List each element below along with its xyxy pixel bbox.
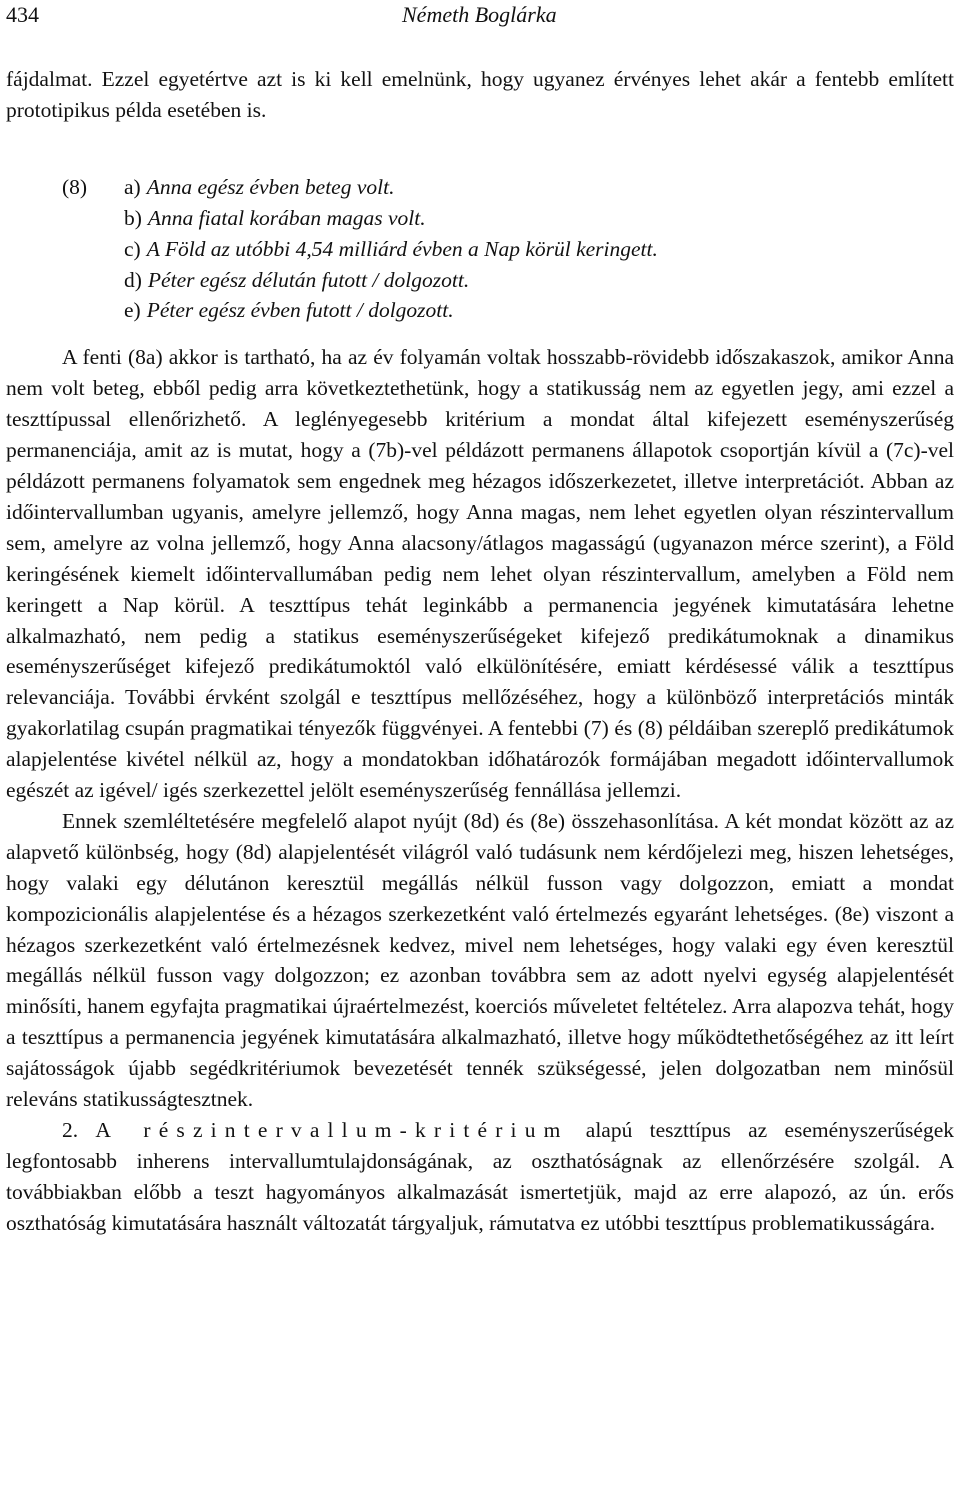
intro-paragraph: fájdalmat. Ezzel egyetértve azt is ki kell emelnünk, hogy ugyanez érvényes lehet akár a fentebb említett prototipikus példa esetében is. [6,67,954,122]
section-number: 2. [62,1118,79,1142]
spaced-term: A részintervallum-kritérium [95,1118,569,1142]
example-line [6,265,954,296]
example-label: d) [124,267,142,292]
section-paragraph-text: alapú teszttípus az eseményszerűségek legfontosabb inherens intervallumtulajdonságának, az oszthatóságnak az ellenőrzésére szolgál. A továbbiakban előbb a teszt hagyományos alkalmazását ismertetjük, majd az erre alapozó, az ún. erős oszthatóság kimutatására használt változatát tárgyaljuk, rámutatva ez utóbbi teszttípus problematikusságára. [6,1118,955,1235]
example-text: Péter egész délután futott / dolgozott. [147,267,470,292]
example-block [6,172,954,327]
example-text: Anna egész évben beteg volt. [146,174,395,199]
running-author: Németh Boglárka [402,2,557,27]
example-label: a) [124,174,141,199]
example-label: b) [124,205,142,230]
body-text [6,64,954,1239]
running-header [6,0,954,34]
body-paragraph: Ennek szemléltetésére megfelelő alapot nyújt (8d) és (8e) összehasonlítása. A két mondat között az az alapvető különbség, hogy (8d) alapjelentését világról való tudásunk nem kérdőjelezi meg, hiszen lehetséges, hogy valaki egy délutánon keresztül megállás nélkül fusson vagy dolgozzon, emiatt a mondat kompozicionális alapjelentése és a hézagos szerkezetként való értelmezés egyaránt lehetséges. (8e) viszont a hézagos szerkezetként való értelmezésnek kedvez, mivel nem lehetséges, hogy valaki egy éven keresztül megállás nélkül fusson vagy dolgozzon; ez azonban továbbra sem az adott nyelvi egység alapjelentését minősíti, hanem egyfajta pragmatikai újraértelmezést, koerciós műveletet feltételez. Arra alapozva tehát, hogy a teszttípus a permanencia jegyének kimutatására alkalmazható, illetve hogy működtethetőségéhez az itt leírt sajátosságok újabb segédkritériumok bevezetését tennék szükségessé, jelen dolgozatban nem minősül releváns statikusságtesztnek. [6,808,954,1112]
example-label: c) [124,236,141,261]
example-number: (8) [62,174,88,199]
example-text: A Föld az utóbbi 4,54 milliárd évben a Nap körül keringett. [146,236,658,261]
page-number: 434 [6,2,39,27]
example-line [6,295,954,326]
example-label: e) [124,298,141,323]
body-paragraph: A fenti (8a) akkor is tartható, ha az év folyamán voltak hosszabb-rövidebb időszakaszok, amikor Anna nem volt beteg, ebből pedig arra következtethetünk, hogy a statikusság nem az egyetlen jegy, ami ezzel a teszttípussal ellenőrizhető. A leglényegesebb kritérium a mondat által kifejezett eseményszerűség permanenciája, amit az is mutat, hogy a (7b)-vel példázott permanens állapotok csoportján kívül a (7c)-vel példázott permanens folyamatok sem engednek meg hézagos időszerkezetet, illetve interpretációt. Abban az időintervallumban ugyanis, amelyre jellemző, hogy Anna magas, nem lehet egyetlen olyan részintervallum sem, amelyre az volna jellemző, hogy Anna alacsony/átlagos magasságú (ugyanazon mérce szerint), a Föld keringésének kiemelt időintervallumában pedig nem lehet olyan részintervallum, amelyben a Föld nem keringett a Nap körül. A teszttípus tehát leginkább a permanencia jegyének kimutatására lehetne alkalmazható, nem pedig a statikus eseményszerűségeket kifejező predikátumoknak a dinamikus eseményszerűséget kifejező predikátumoktól való elkülönítésére, emiatt kérdésessé válik a teszttípus relevanciája. További érvként szolgál e teszttípus mellőzéséhez, hogy a különböző interpretációs minták gyakorlatilag csupán pragmatikai tényezők függvényei. A fentebbi (7) és (8) példáiban szereplő predikátumok alapjelentése kivétel nélkül az, hogy a mondatokban időhatározók formájában megadott időintervallumok egészét az igével/ igés szerkezettel jelölt eseményszerűség fennállása jellemzi. [6,345,954,803]
section-paragraph [6,1115,954,1239]
example-line [6,234,954,265]
example-line [6,172,954,203]
example-text: Péter egész évben futott / dolgozott. [146,298,454,323]
example-text: Anna fiatal korában magas volt. [147,205,426,230]
example-line [6,203,954,234]
